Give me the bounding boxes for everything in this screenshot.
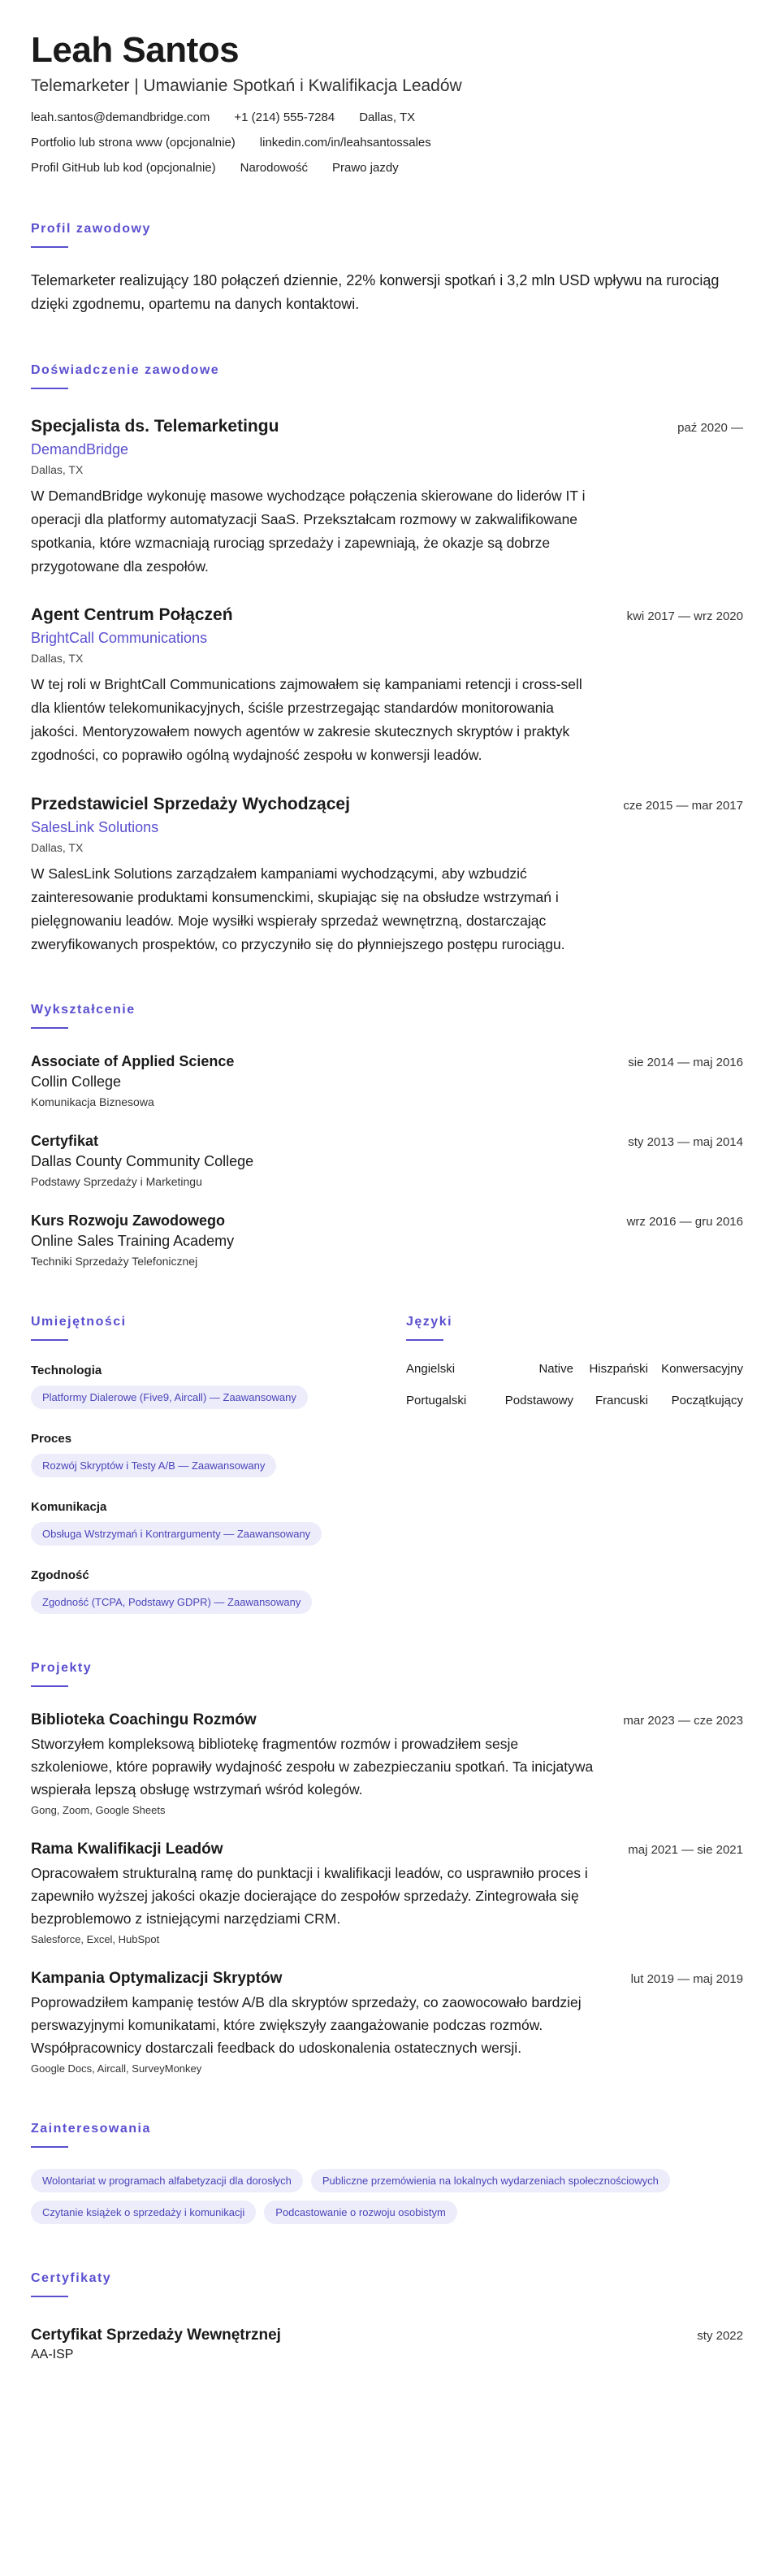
section-title-certificates: Certyfikaty — [31, 2271, 112, 2286]
section-divider — [406, 1339, 443, 1341]
project-description: Opracowałem strukturalną ramę do punktacji i kwalifikacji leadów, co usprawniło proces i zapewniło wyższej jakości okazje docierające do zespołów sprzedaży. Zintegrowała się bezproblemowo z istniejącymi narzędziami CRM. — [31, 1865, 588, 1928]
skills-section — [31, 1315, 406, 1614]
project-title: Kampania Optymalizacji Skryptów — [31, 1970, 283, 1988]
education-date: sty 2013 — maj 2014 — [628, 1135, 743, 1150]
summary-text: Telemarketer realizujący 180 połączeń dziennie, 22% konwersji spotkań i 3,2 mln USD wpływu na rurociąg dzięki zgodnemu, opartemu na danych kontaktowi. — [31, 272, 720, 313]
job-title: Przedstawiciel Sprzedaży Wychodzącej — [31, 794, 350, 813]
section-title-interests: Zainteresowania — [31, 2122, 151, 2136]
certificates-section — [31, 2271, 743, 2362]
job-company[interactable]: BrightCall Communications — [31, 630, 208, 647]
skill-category: Komunikacja — [31, 1500, 107, 1515]
language-name: Hiszpański — [589, 1362, 648, 1377]
skills-languages-row — [31, 1315, 743, 1614]
job-location: Dallas, TX — [31, 462, 84, 476]
education-field: Komunikacja Biznesowa — [31, 1095, 154, 1109]
skill-category: Zgodność — [31, 1568, 89, 1583]
projects-section — [31, 1661, 743, 2075]
contact-nationality: Narodowość — [240, 161, 308, 176]
section-divider — [31, 1027, 68, 1029]
interests-list — [31, 2161, 743, 2224]
languages-section — [406, 1315, 743, 1614]
language-level: Native — [538, 1362, 573, 1377]
skill-category: Technologia — [31, 1364, 102, 1378]
interest-chip: Podcastowanie o rozwoju osobistym — [264, 2201, 457, 2224]
project-entry — [31, 1841, 743, 1945]
job-date: cze 2015 — mar 2017 — [623, 798, 743, 813]
job-location: Dallas, TX — [31, 652, 84, 666]
project-description: Stworzyłem kompleksową bibliotekę fragmentów rozmów i prowadziłem sesje szkoleniowe, które poprawiły wydajność zespołu w zabezpieczaniu spotkań. Ta inicjatywa wspierała lepszą obsługę wstrzymań wśród kolegów. — [31, 1736, 594, 1798]
section-title-experience: Doświadczenie zawodowe — [31, 362, 220, 377]
summary-section — [31, 222, 743, 316]
skill-group — [31, 1364, 406, 1409]
job-description: W tej roli w BrightCall Communications zajmowałem się kampaniami retencji i cross-sell dla klientów telekomunikacyjnych, ściśle przestrzegając standardów monitorowania jakości. Mentoryzowałem nowych agentów w zakresie skutecznych skryptów i praktyk zgodności, co poprawiło ogólną wydajność zespołu w konwersji leadów. — [31, 676, 582, 764]
languages-list — [406, 1362, 743, 1407]
section-divider — [31, 1339, 68, 1341]
certificate-issuer: AA-ISP — [31, 2348, 74, 2362]
job-description: W DemandBridge wykonuję masowe wychodzące połączenia skierowane do liderów IT i operacji dla platformy automatyzacji SaaS. Przekształcam rozmowy w zakwalifikowane spotkania, które wzmacniają rurociąg sprzedaży i zapewniają, że okazje są dobrze przygotowane dla zespołów. — [31, 487, 586, 575]
job-company[interactable]: SalesLink Solutions — [31, 818, 159, 835]
section-divider — [31, 246, 68, 248]
job-date: paź 2020 — — [677, 420, 743, 435]
contact-portfolio[interactable]: Portfolio lub strona www (opcjonalnie) — [31, 136, 236, 150]
skill-chip: Obsługa Wstrzymań i Kontrargumenty — Zaawansowany — [31, 1522, 322, 1546]
education-date: wrz 2016 — gru 2016 — [626, 1215, 743, 1229]
project-title: Biblioteka Coachingu Rozmów — [31, 1711, 257, 1729]
contact-github[interactable]: Profil GitHub lub kod (opcjonalnie) — [31, 161, 216, 176]
job-title: Specjalista ds. Telemarketingu — [31, 416, 279, 436]
contact-location: Dallas, TX — [359, 111, 416, 125]
job-company[interactable]: DemandBridge — [31, 440, 129, 458]
skill-chip: Rozwój Skryptów i Testy A/B — Zaawansowany — [31, 1454, 276, 1477]
language-level: Początkujący — [671, 1394, 743, 1408]
project-entry — [31, 1970, 743, 2075]
certificate-title: Certyfikat Sprzedaży Wewnętrznej — [31, 2327, 281, 2344]
section-divider — [31, 1685, 68, 1687]
section-divider — [31, 388, 68, 389]
language-name: Portugalski — [406, 1394, 467, 1408]
section-title-languages: Języki — [406, 1315, 453, 1329]
skill-group — [31, 1568, 406, 1614]
language-level: Podstawowy — [504, 1394, 573, 1408]
job-date: kwi 2017 — wrz 2020 — [626, 609, 743, 624]
contact-row-3 — [31, 161, 743, 175]
education-degree: Kurs Rozwoju Zawodowego — [31, 1212, 225, 1229]
interest-chip: Czytanie książek o sprzedaży i komunikacji — [31, 2201, 256, 2224]
experience-entry — [31, 605, 743, 767]
contact-phone[interactable]: +1 (214) 555-7284 — [234, 111, 335, 125]
project-tools: Salesforce, Excel, HubSpot — [31, 1933, 160, 1946]
section-title-skills: Umiejętności — [31, 1315, 127, 1329]
skill-group — [31, 1500, 406, 1546]
interest-chip: Publiczne przemówienia na lokalnych wydarzeniach społecznościowych — [311, 2169, 670, 2192]
education-entry — [31, 1053, 743, 1108]
candidate-headline: Telemarketer | Umawianie Spotkań i Kwalifikacja Leadów — [31, 76, 462, 96]
interests-section — [31, 2122, 743, 2224]
project-description: Poprowadziłem kampanię testów A/B dla skryptów sprzedaży, co zaowocowało bardziej perswazyjnymi komunikatami, które zwiększyły zaangażowanie podczas rozmów. Współpracownicy dostarczali feedback do udoskonalenia ostatecznych wersji. — [31, 1994, 582, 2057]
contact-driving-license: Prawo jazdy — [332, 161, 399, 176]
project-date: maj 2021 — sie 2021 — [628, 1843, 743, 1858]
section-title-summary: Profil zawodowy — [31, 222, 151, 236]
education-section — [31, 1003, 743, 1268]
certificate-date: sty 2022 — [697, 2329, 743, 2344]
job-location: Dallas, TX — [31, 840, 84, 854]
interest-chip: Wolontariat w programach alfabetyzacji dla dorosłych — [31, 2169, 303, 2192]
skill-group — [31, 1432, 406, 1477]
education-school: Dallas County Community College — [31, 1153, 254, 1170]
candidate-name: Leah Santos — [31, 30, 240, 70]
job-description: W SalesLink Solutions zarządzałem kampaniami wychodzącymi, aby wzbudzić zainteresowanie produktami konsumenckimi, skupiając się na obsłudze wstrzymań i pielęgnowaniu leadów. Moje wysiłki wspierały sprzedaż wewnętrzną, dostarczając zweryfikowanych prospektów, co przyczyniło się do płynniejszego postępu rurociągu. — [31, 865, 565, 952]
skill-chip: Platformy Dialerowe (Five9, Aircall) — Zaawansowany — [31, 1386, 308, 1409]
project-tools: Google Docs, Aircall, SurveyMonkey — [31, 2062, 202, 2075]
section-divider — [31, 2146, 68, 2148]
education-school: Collin College — [31, 1073, 122, 1091]
education-field: Podstawy Sprzedaży i Marketingu — [31, 1175, 202, 1189]
contact-row-2 — [31, 136, 743, 150]
experience-entry — [31, 417, 743, 579]
education-degree: Certyfikat — [31, 1133, 99, 1150]
skill-category: Proces — [31, 1432, 72, 1446]
language-name: Angielski — [406, 1362, 456, 1377]
section-title-education: Wykształcenie — [31, 1003, 136, 1017]
project-tools: Gong, Zoom, Google Sheets — [31, 1804, 166, 1817]
project-date: mar 2023 — cze 2023 — [623, 1714, 743, 1728]
language-level: Konwersacyjny — [661, 1362, 743, 1377]
project-title: Rama Kwalifikacji Leadów — [31, 1841, 223, 1858]
certificate-entry — [31, 2327, 743, 2362]
contact-linkedin[interactable]: linkedin.com/in/leahsantossales — [259, 136, 431, 150]
project-date: lut 2019 — maj 2019 — [630, 1972, 743, 1987]
education-school: Online Sales Training Academy — [31, 1233, 235, 1250]
resume-header — [31, 31, 743, 175]
education-entry — [31, 1133, 743, 1188]
education-entry — [31, 1212, 743, 1268]
education-date: sie 2014 — maj 2016 — [628, 1056, 743, 1070]
experience-entry — [31, 795, 743, 956]
section-title-projects: Projekty — [31, 1661, 93, 1676]
project-entry — [31, 1711, 743, 1816]
contact-email[interactable]: leah.santos@demandbridge.com — [31, 111, 210, 125]
education-field: Techniki Sprzedaży Telefonicznej — [31, 1255, 198, 1268]
job-title: Agent Centrum Połączeń — [31, 605, 233, 625]
language-name: Francuski — [595, 1394, 648, 1408]
experience-section — [31, 363, 743, 956]
education-degree: Associate of Applied Science — [31, 1053, 235, 1070]
contact-row-1 — [31, 111, 743, 124]
section-divider — [31, 2296, 68, 2297]
skill-chip: Zgodność (TCPA, Podstawy GDPR) — Zaawansowany — [31, 1590, 312, 1614]
